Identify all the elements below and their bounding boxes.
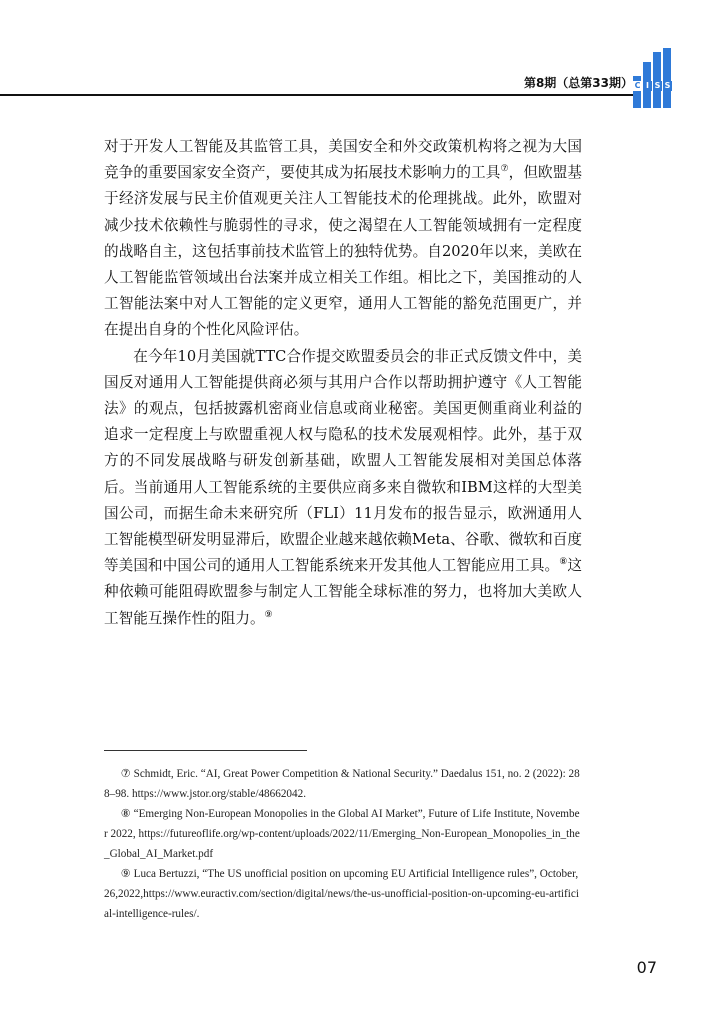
page-number: 07 xyxy=(636,958,657,977)
header-rule xyxy=(0,94,640,96)
ciss-logo xyxy=(631,48,671,108)
paragraph-text: ，但欧盟基于经济发展与民主价值观更关注人工智能技术的伦理挑战。此外，欧盟对减少技术依赖性与脆弱性的寻求，使之渴望在人工智能领域拥有一定程度的战略自主，这包括事前技术监管上的独特优势。自2020年以来，美欧在人工智能监管领域出台法案并成立相关工作组。相比之下，美国推动的人工智能法案中对人工智能的定义更窄，通用人工智能的豁免范围更广，并在提出自身的个性化风险评估。 xyxy=(104,164,582,339)
paragraph-text: 这种依赖可能阻碍欧盟参与制定人工智能全球标准的努力，也将加大美欧人工智能互操作性的阻力。 xyxy=(104,557,582,627)
logo-bar xyxy=(663,48,671,108)
logo-letter: S xyxy=(654,81,661,90)
article-body xyxy=(104,134,582,632)
logo-letters xyxy=(633,81,673,91)
footnotes xyxy=(104,764,580,924)
footnote-ref-8[interactable]: ⑧ xyxy=(559,557,568,568)
logo-letter: S xyxy=(664,81,671,90)
paragraph-text: 在今年10月美国就TTC合作提交欧盟委员会的非正式反馈文件中，美国反对通用人工智能提供商必须与其用户合作以帮助拥护遵守《人工智能法》的观点，包括披露机密商业信息或商业秘密。美国更侧重商业利益的追求一定程度上与欧盟重视人权与隐私的技术发展观相悖。此外，基于双方的不同发展战略与研发创新基础，欧盟人工智能发展相对美国总体落后。当前通用人工智能系统的主要供应商多来自微软和IBM这样的大型美国公司，而据生命未来研究所（FLI）11月发布的报告显示，欧洲通用人工智能模型研发明显滞后，欧盟企业越来越依赖Meta、谷歌、微软和百度等美国和中国公司的通用人工智能系统来开发其他人工智能应用工具。 xyxy=(104,347,582,575)
issue-label: 第8期（总第33期） xyxy=(523,76,633,90)
footnote-ref-7[interactable]: ⑦ xyxy=(500,164,509,175)
footnote-ref-9[interactable]: ⑨ xyxy=(264,609,273,620)
footnote-8: ⑧ “Emerging Non-European Monopolies in the Global AI Market”, Future of Life Institute, November 2022, https://futureoflife.org/wp-content/uploads/2022/11/Emerging_Non-European_Monopolies_in_the_Global_AI_Market.pdf xyxy=(104,808,580,860)
logo-letter: C xyxy=(634,81,641,90)
footnote-7: ⑦ Schmidt, Eric. “AI, Great Power Competition & National Security.” Daedalus 151, no. 2 (2022): 288–98. https://www.jstor.org/stable/48662042. xyxy=(104,768,580,800)
footnote-rule xyxy=(104,750,307,751)
logo-bar xyxy=(653,52,661,108)
paragraph-2 xyxy=(104,344,582,632)
logo-letter: I xyxy=(643,81,652,91)
paragraph-text: 对于开发人工智能及其监管工具，美国安全和外交政策机构将之视为大国竞争的重要国家安全资产，要使其成为拓展技术影响力的工具 xyxy=(104,138,582,182)
paragraph-1 xyxy=(104,134,582,344)
footnote-9: ⑨ Luca Bertuzzi, “The US unofficial position on upcoming EU Artificial Intelligence rules”, October,26,2022,https://www.euractiv.com/section/digital/news/the-us-unofficial-position-on-upcoming-eu-artificial-intelligence-rules/. xyxy=(104,868,579,920)
